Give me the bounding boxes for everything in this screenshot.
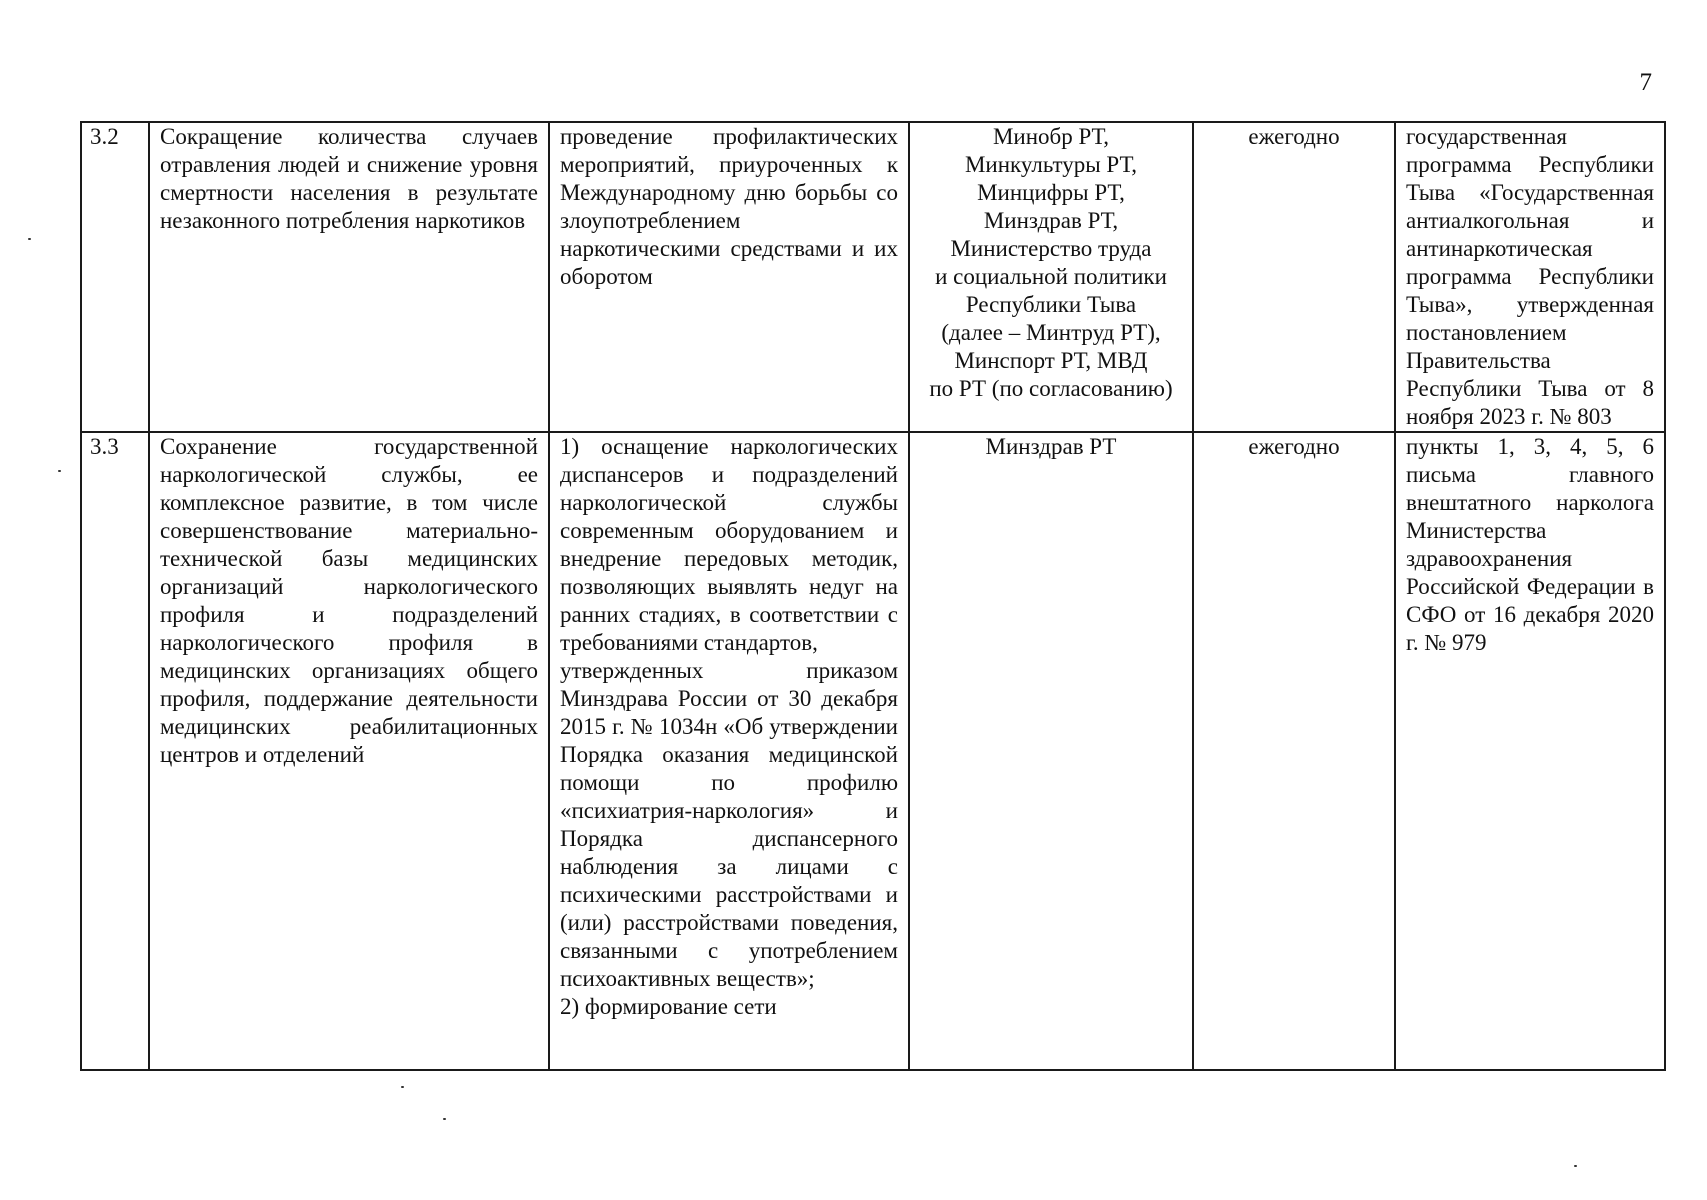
goal-cell: Сокращение количества случаев отравления людей и снижение уровня смертности населения в результате незаконного потребления наркотиков xyxy=(149,122,549,432)
period-cell: ежегодно xyxy=(1193,122,1395,432)
executor-line: Минкультуры РТ, xyxy=(964,152,1138,177)
row-number: 3.2 xyxy=(81,122,149,432)
scan-speck xyxy=(58,470,61,472)
executor-line: Минздрав РТ xyxy=(985,434,1117,459)
executor-line: Республики Тыва xyxy=(965,292,1137,317)
scan-speck xyxy=(401,1086,404,1088)
executor-line: Министерство труда xyxy=(950,236,1152,261)
activity-cell xyxy=(549,122,909,432)
basis-cell: государственная программа Республики Тыва «Государственная антиалкогольная и антинаркотическая программа Республики Тыва», утвержденная постановлением Правительства Республики Тыва от 8 ноября 2023 г. № 803 xyxy=(1395,122,1665,432)
executor-cell xyxy=(909,122,1193,432)
activity-paragraph: проведение профилактических мероприятий, приуроченных к Международному дню борьбы со злоупотреблением наркотическими средствами и их оборотом xyxy=(560,124,898,289)
page-number: 7 xyxy=(1639,69,1652,96)
executor-line: и социальной политики xyxy=(935,264,1167,289)
executor-line: Минцифры РТ, xyxy=(977,180,1125,205)
executor-line: Минспорт РТ, МВД xyxy=(954,348,1148,373)
scan-speck xyxy=(1574,1165,1577,1167)
row-number: 3.3 xyxy=(81,432,149,1070)
activity-paragraph: 2) формирование сети xyxy=(560,994,777,1019)
scan-speck xyxy=(28,238,31,240)
table-row xyxy=(81,432,1665,1070)
activity-paragraph: утвержденных приказом Минздрава России от 30 декабря 2015 г. № 1034н «Об утверждении Порядка оказания медицинской помощи по профилю «психиатрия-наркология» и Порядка диспансерного наблюдения за лицами с психическими расстройствами и (или) расстройствами поведения, связанными с употреблением психоактивных веществ»; xyxy=(560,658,898,991)
executor-cell xyxy=(909,432,1193,1070)
table-row xyxy=(81,122,1665,432)
executor-line: Минобр РТ, xyxy=(992,124,1110,149)
activity-cell xyxy=(549,432,909,1070)
period-cell: ежегодно xyxy=(1193,432,1395,1070)
executor-line: по РТ (по согласованию) xyxy=(929,376,1173,401)
goal-cell: Сохранение государственной наркологической службы, ее комплексное развитие, в том числе совершенствование материально-технической базы медицинских организаций наркологического профиля и подразделений наркологического профиля в медицинских организациях общего профиля, поддержание деятельности медицинских реабилитационных центров и отделений xyxy=(149,432,549,1070)
executor-line: Минздрав РТ, xyxy=(983,208,1119,233)
action-plan-table xyxy=(80,121,1666,1071)
scan-speck xyxy=(443,1118,446,1120)
activity-paragraph: 1) оснащение наркологических диспансеров и подразделений наркологической службы современным оборудованием и внедрение передовых методик, позволяющих выявлять недуг на ранних стадиях, в соответствии с требованиями стандартов, xyxy=(560,434,898,655)
executor-line: (далее – Минтруд РТ), xyxy=(941,320,1161,345)
basis-cell: пункты 1, 3, 4, 5, 6 письма главного внештатного нарколога Министерства здравоохранения Российской Федерации в СФО от 16 декабря 2020 г. № 979 xyxy=(1395,432,1665,1070)
